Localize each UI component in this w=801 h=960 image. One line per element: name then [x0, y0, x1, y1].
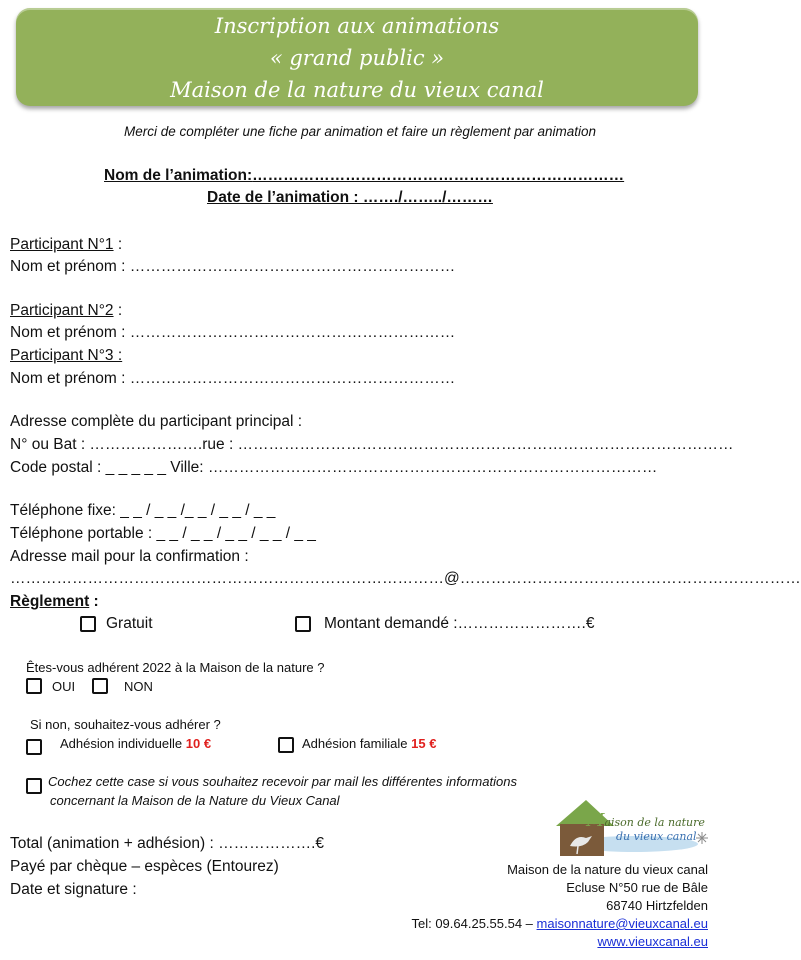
contact-street: Ecluse N°50 rue de Bâle	[566, 880, 708, 895]
street-field[interactable]: N° ou Bat : ………………….rue : ……………………………………………………………………………………	[10, 436, 734, 453]
phone-fixed-field[interactable]: Téléphone fixe: _ _ / _ _ /_ _ / _ _ / _ _	[10, 502, 276, 519]
free-label: Gratuit	[106, 615, 153, 632]
participant-1-heading: Participant N°1 :	[10, 236, 123, 253]
total-field[interactable]: Total (animation + adhésion) : ……………….€	[10, 835, 325, 852]
email-field[interactable]: …………………………………………………………………………@…………………………………………………………	[10, 570, 801, 587]
banner-line-1: Inscription aux animations	[214, 14, 500, 38]
postal-city-field[interactable]: Code postal : _ _ _ _ _ Ville: ……………………………………………………………………………	[10, 459, 658, 476]
animation-name-dots: ………………………………………………………………	[252, 167, 625, 184]
banner-line-2: « grand public »	[269, 46, 445, 70]
instruction-text: Merci de compléter une fiche par animation et faire un règlement par animation	[124, 124, 596, 139]
member-no-checkbox[interactable]	[92, 678, 108, 694]
contact-name: Maison de la nature du vieux canal	[507, 862, 708, 877]
animation-date-field[interactable]: Date de l’animation : ……./……../………	[207, 189, 493, 206]
family-price: 15 €	[411, 736, 437, 751]
contact-email-link[interactable]: maisonnature@vieuxcanal.eu	[536, 916, 708, 931]
address-title: Adresse complète du participant principal :	[10, 413, 303, 430]
individual-checkbox[interactable]	[26, 739, 42, 755]
amount-checkbox[interactable]	[295, 616, 311, 632]
contact-web	[597, 934, 708, 949]
phone-mobile-field[interactable]: Téléphone portable : _ _ / _ _ / _ _ / _ _ / _ _	[10, 525, 316, 542]
individual-price: 10 €	[185, 736, 212, 751]
member-yes-label: OUI	[52, 679, 76, 694]
maison-nature-logo	[552, 796, 712, 860]
contact-city: 68740 Hirtzfelden	[606, 898, 708, 913]
title-banner	[16, 8, 698, 106]
member-yes-checkbox[interactable]	[26, 678, 42, 694]
join-question: Si non, souhaitez-vous adhérer ?	[30, 717, 221, 732]
participant-3-name-field[interactable]: Nom et prénom : ………………………………………………………	[10, 370, 456, 387]
member-no-label: NON	[124, 679, 153, 694]
participant-2-name-field[interactable]: Nom et prénom : ………………………………………………………	[10, 324, 456, 341]
animation-name-field[interactable]	[104, 167, 624, 185]
contact-tel: Tel: 09.64.25.55.54 –	[411, 916, 537, 931]
amount-field[interactable]: Montant demandé :…………………….€	[324, 615, 595, 632]
membership-question: Êtes-vous adhérent 2022 à la Maison de la nature ?	[26, 660, 325, 675]
free-checkbox[interactable]	[80, 616, 96, 632]
banner-line-3: Maison de la nature du vieux canal	[170, 78, 544, 102]
newsletter-line-1: Cochez cette case si vous souhaitez recevoir par mail les différentes informations	[48, 774, 517, 789]
payment-heading: Règlement :	[10, 593, 99, 610]
family-label: Adhésion familiale 15 €	[302, 736, 437, 751]
email-label: Adresse mail pour la confirmation :	[10, 548, 249, 565]
participant-2-heading: Participant N°2 :	[10, 302, 123, 319]
newsletter-line-2: concernant la Maison de la Nature du Vieux Canal	[50, 793, 340, 808]
logo-text-1: Maison de la nature	[586, 810, 705, 831]
signature-field[interactable]: Date et signature :	[10, 881, 137, 898]
logo-text-2: du vieux canal	[616, 830, 697, 843]
newsletter-checkbox[interactable]	[26, 778, 42, 794]
contact-web-link[interactable]: www.vieuxcanal.eu	[597, 934, 708, 949]
paid-by-field[interactable]: Payé par chèque – espèces (Entourez)	[10, 858, 279, 875]
contact-tel-email	[411, 916, 708, 931]
animation-name-label: Nom de l’animation:	[104, 167, 253, 184]
participant-3-heading: Participant N°3 :	[10, 347, 123, 364]
participant-1-name-field[interactable]: Nom et prénom : ………………………………………………………	[10, 258, 456, 275]
family-checkbox[interactable]	[278, 737, 294, 753]
individual-label: Adhésion individuelle 10 €	[60, 736, 212, 751]
